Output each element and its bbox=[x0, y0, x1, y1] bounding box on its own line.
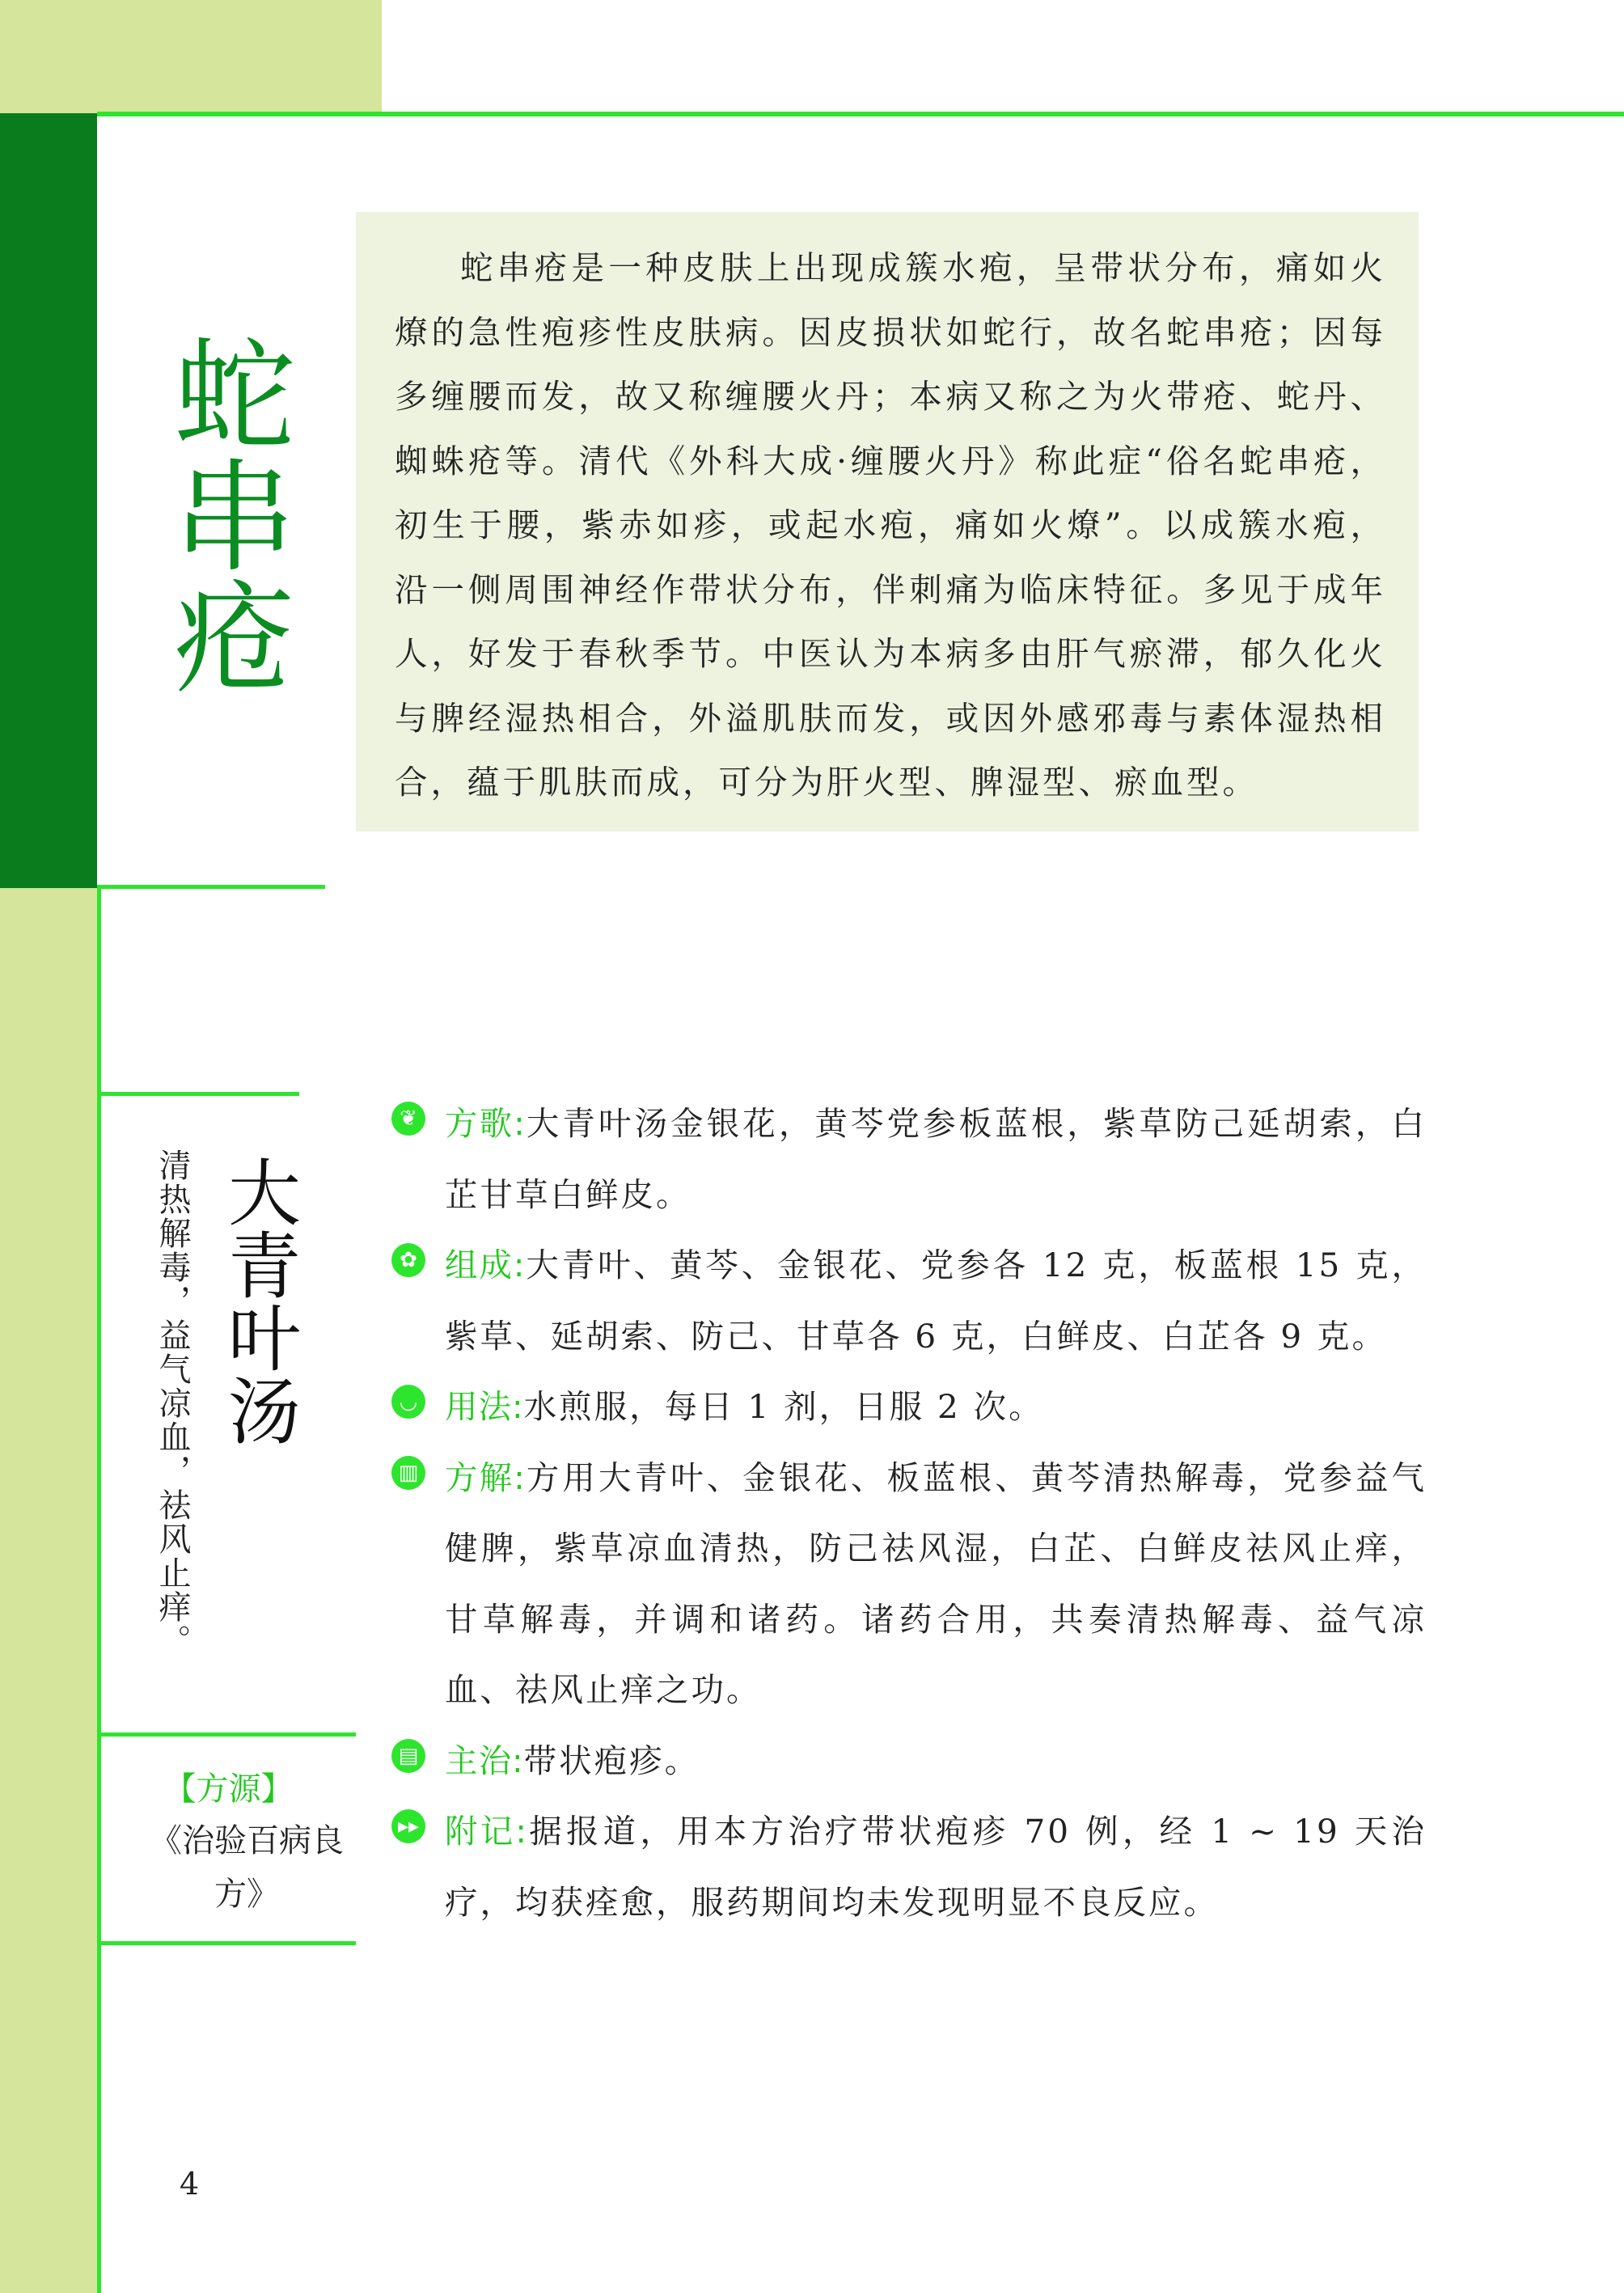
source-bottom-line bbox=[97, 1941, 356, 1945]
fast-forward-icon: ▸▸ bbox=[391, 1809, 425, 1843]
section-text: 方用大青叶、金银花、板蓝根、黄芩清热解毒，党参益气健脾，紫草凉血清热，防己祛风湿，白芷、白鲜皮祛风止痒，甘草解毒，并调和诸药。诸药合用，共奏清热解毒、益气凉血、祛风止痒之功。 bbox=[445, 1457, 1427, 1709]
section-song bbox=[391, 1089, 1427, 1230]
source-label: 【方源】 bbox=[163, 1771, 294, 1808]
top-divider-line bbox=[97, 112, 1624, 116]
chart-icon: ▥ bbox=[391, 1456, 425, 1490]
leaf-icon: ❦ bbox=[391, 1102, 425, 1136]
disease-title: 蛇串疮 bbox=[153, 332, 294, 696]
section-label: 方解: bbox=[445, 1457, 526, 1497]
page-number: 4 bbox=[180, 2166, 200, 2202]
section-label: 附记: bbox=[445, 1812, 528, 1851]
section-text: 带状疱疹。 bbox=[523, 1741, 700, 1780]
section-label: 用法: bbox=[445, 1387, 524, 1426]
herb-icon: ✿ bbox=[391, 1243, 425, 1277]
side-dark-band bbox=[0, 113, 97, 888]
intro-text: 蛇串疮是一种皮肤上出现成簇水疱，呈带状分布，痛如火燎的急性疱疹性皮肤病。因皮损状如蛇行，故名蛇串疮；因每多缠腰而发，故又称缠腰火丹；本病又称之为火带疮、蛇丹、蜘蛛疮等。清代《外科大成·缠腰火丹》称此症“俗名蛇串疮，初生于腰，紫赤如疹，或起水疱，痛如火燎”。以成簇水疱，沿一侧周围神经作带状分布，伴刺痛为临床特征。多见于成年人，好发于春秋季节。中医认为本病多由肝气瘀滞，郁久化火与脾经湿热相合，外溢肌肤而发，或因外感邪毒与素体湿热相合，蕴于肌肤而成，可分为肝火型、脾湿型、瘀血型。 bbox=[395, 248, 1386, 802]
source-top-line bbox=[97, 1732, 356, 1737]
section-composition bbox=[391, 1230, 1427, 1372]
section-explanation bbox=[391, 1443, 1427, 1726]
side-divider-line bbox=[97, 888, 101, 2293]
section-label: 主治: bbox=[445, 1741, 524, 1780]
section-text: 水煎服，每日 1 剂，日服 2 次。 bbox=[523, 1387, 1044, 1426]
formula-name: 大青叶汤 bbox=[215, 1155, 300, 1446]
side-light-band bbox=[0, 888, 97, 2293]
formula-effect: 清热解毒，益气凉血，祛风止痒。 bbox=[154, 1149, 191, 1658]
section-text: 大青叶、黄芩、金银花、党参各 12 克，板蓝根 15 克，紫草、延胡索、防己、甘草各 6 克，白鲜皮、白芷各 9 克。 bbox=[445, 1246, 1427, 1356]
intro-box bbox=[356, 212, 1419, 831]
bowl-icon: ◡ bbox=[391, 1385, 425, 1419]
section-indication bbox=[391, 1726, 1427, 1797]
section-label: 组成: bbox=[445, 1246, 526, 1284]
section-text: 大青叶汤金银花，黄芩党参板蓝根，紫草防己延胡索，白芷甘草白鲜皮。 bbox=[445, 1104, 1427, 1214]
section-notes bbox=[391, 1796, 1427, 1938]
section-text: 据报道，用本方治疗带状疱疹 70 例，经 1 ~ 19 天治疗，均获痊愈，服药期间均未发现明显不良反应。 bbox=[445, 1812, 1427, 1922]
formula-sections bbox=[391, 1089, 1427, 1938]
section-label: 方歌: bbox=[445, 1104, 526, 1143]
top-color-band bbox=[0, 0, 382, 113]
section-usage bbox=[391, 1372, 1427, 1443]
source-text: 《治验百病良方》 bbox=[150, 1822, 344, 1913]
document-icon: ▤ bbox=[391, 1739, 425, 1773]
formula-top-line bbox=[97, 1092, 299, 1096]
title-underline bbox=[97, 885, 325, 889]
